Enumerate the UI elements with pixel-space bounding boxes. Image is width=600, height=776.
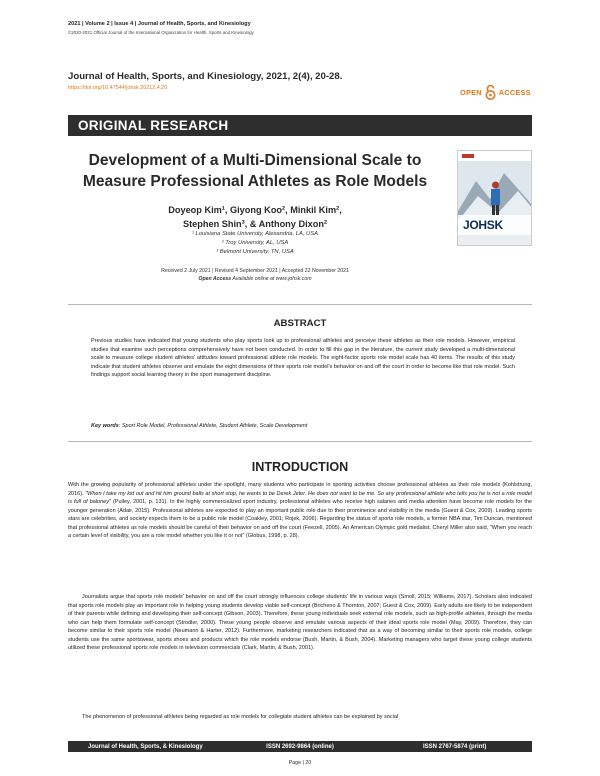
open-access-note (68, 276, 442, 282)
intro-paragraph-2: Journalists argue that sports role models' behavior on and off the court strongly influences college students' life in various ways (Smoll, 2015; Williams, 2017). Scholars also indicated that sports role models play an important role in helping young students develop viable self-concept (Bricheno & Thornton, 2007; Guest & Cox, 2009). Early adults are likely to be independent of their parents while defining and developing their self-concept (Gibson, 2003). Therefore, these young individuals seek external role models, such as high-profile athletes, through the media who can help them formulate self-concept (Strodler, 2000). These young people observe and emulate various aspects of their ideal sports role model (May, 2009). Therefore, they can become similar to their sports role model (Neumann & Harter, 2012). Furthermore, marketing researchers indicated that as a way of becoming similar to their sports role models, college students use the same sportswear, sports shoes and products which the role models endorse (Bush, Martin, & Bush, 2004). Marketing managers who target these young college students utilized these professional sports role models in television commercials (Clark, Martin, & Bush, 2001). (68, 594, 532, 651)
affiliation-3: ³ Belmont University, TN, USA (216, 249, 294, 255)
received-dates: Received 2 July 2021 | Revised 4 September 2021 | Accepted 22 November 2021 (161, 268, 349, 274)
footer-journal-name: Journal of Health, Sports, & Kinesiology (87, 743, 203, 750)
open-access-word1: OPEN (460, 87, 482, 97)
affiliation-1: ¹ Louisiana State University, Alexandria, LA, USA (192, 231, 318, 237)
doi-link[interactable]: https://doi.org/10.47544/johsk.20212.4.20 (68, 85, 168, 91)
authors-line-2: Stephen Shin³, & Anthony Dixon² (182, 219, 328, 229)
cover-journal-name: JOHSK (463, 218, 503, 232)
intro-paragraph-1: With the growing popularity of professional athletes under the spotlight, many students who participate in sporting activities choose professional athletes as their role models (Kohlstrung, 2016). "When I take my kid out and hit him ground balls at short stop, he wants to be Derek Jeter. He does not want to be me. So any professional athlete who tells you he is not a role model is full of baloney" (Pulley, 2001, p. 131). In the highly commercialized sport industry, professional athletes who receive high salaries and media attention have become role models for the younger generation (Adair, 2015). Professional athletes are expected to play an important public role due to their prominence and visibility in the media (Guest & Cox, 2009). Leading sports stars are celebrities, and society expects them to be a public role model (Coakley, 2001; Rojek, 2006). Regarding the status of sports role models, a former NBA star, Tim Duncan, mentioned that professional athletes as role models should be careful of their behavior on and off the court (Feezell, 2005). An American Olympic gold medalist, Cheryl Miller also said, "When you reach a certain level of visibility, you are a role model whether you like it or not" (Globus, 1998, p. 28). (68, 482, 532, 539)
journal-header-issue: 2021 | Volume 2 | Issue 4 | Journal of Health, Sports, and Kinesiology (68, 21, 251, 27)
footer-issn-online: ISSN 2692-9864 (online) (266, 743, 334, 750)
keywords (91, 423, 515, 429)
journal-header-copyright: ©2020-2021 Official Journal of the International Organization for Health, Sports and Kinesiology (68, 30, 254, 35)
introduction-heading: INTRODUCTION (251, 460, 349, 474)
abstract-text: Previous studies have indicated that young students who play sports look up to professional athletes and perceive these athletes as their role models. However, empirical studies that examine such perceptions comprehensively have not been conducted. In order to fill this gap in the literature, the current study developed a multi-dimensional scale to measure college student athletes' attitudes toward professional athlete role models. The eight-factor sports role model scale has 40 items. The results of this study indicate that student athletes observe and emulate the eight dimensions of their sports role model's behavior on and off the court in order to become like that role model. Such findings support social learning theory in the sport management discipline. (91, 338, 515, 378)
open-access-url[interactable]: Available online at www.johsk.com (231, 276, 312, 282)
page-number: Page | 20 (288, 760, 312, 766)
divider (68, 441, 532, 442)
article-type-banner: ORIGINAL RESEARCH (68, 115, 532, 136)
open-access-logo (460, 84, 531, 100)
abstract-heading: ABSTRACT (273, 318, 327, 329)
page-footer (68, 741, 532, 752)
open-access-word2: ACCESS (498, 87, 531, 97)
intro-quote: "When I take my kid out and hit him ground balls at short stop, he wants to be Derek Jeter. He does not want to be me. So any professional athlete who tells you he is not a role model is full of baloney" (68, 490, 532, 505)
open-lock-icon (484, 84, 497, 100)
journal-citation: Journal of Health, Sports, and Kinesiology, 2021, 2(4), 20-28. (68, 71, 343, 82)
authors-line-1: Doyeop Kim¹, Giyong Koo², Minkil Kim², (168, 205, 342, 215)
article-title: Development of a Multi-Dimensional Scale to Measure Professional Athletes as Role Models (82, 152, 428, 190)
footer-issn-print: ISSN 2767-5874 (print) (423, 743, 487, 750)
keywords-label: Key words (91, 423, 119, 429)
author-list (68, 203, 442, 231)
divider (68, 304, 532, 305)
affiliation-2: ² Troy University, AL, USA (221, 240, 289, 246)
keywords-list: : Sport Role Model, Professional Athlete, Student Athlete, Scale Development (118, 423, 308, 429)
intro-paragraph-3: The phenomenon of professional athletes being regarded as role models for collegiate student athletes can be explained by social (82, 714, 399, 720)
journal-cover-image (457, 150, 532, 246)
open-access-label: Open Access (198, 276, 232, 282)
